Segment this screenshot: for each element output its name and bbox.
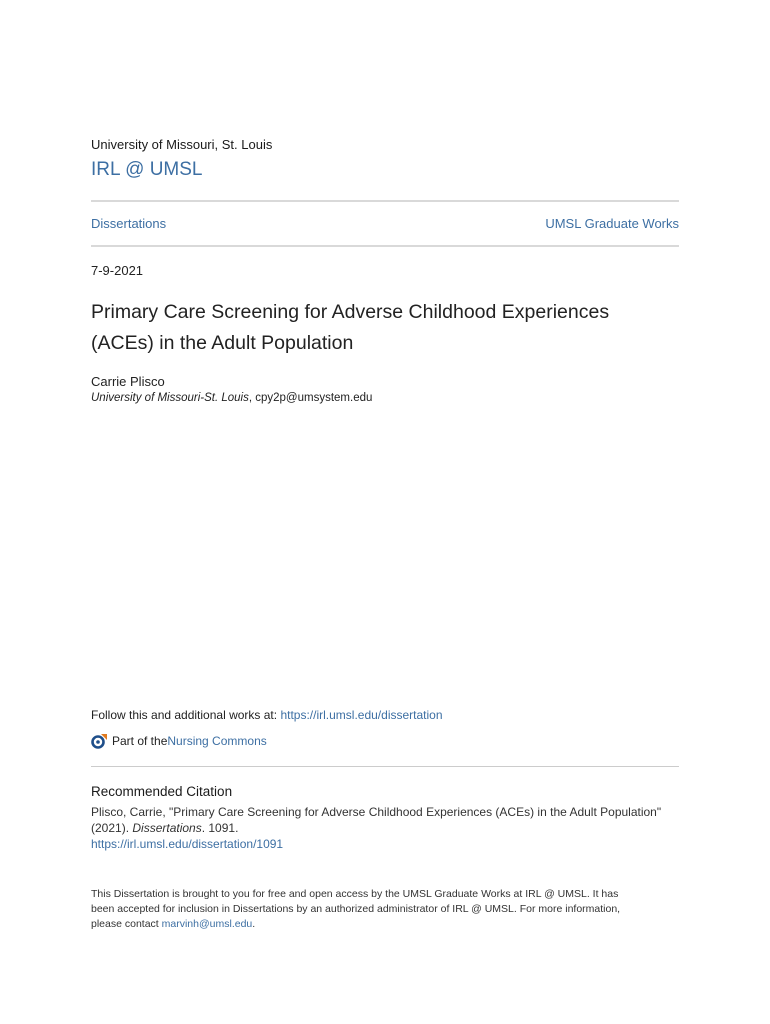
- citation-url-link[interactable]: https://irl.umsl.edu/dissertation/1091: [91, 837, 284, 851]
- part-of: [91, 733, 267, 749]
- breadcrumb: [91, 216, 679, 231]
- divider: [91, 766, 679, 767]
- network-commons-icon: [91, 733, 109, 749]
- follow-works: [91, 708, 443, 722]
- publication-date: 7-9-2021: [91, 263, 144, 278]
- title-line-1: Primary Care Screening for Adverse Childhood Experiences: [91, 301, 610, 323]
- citation-number: . 1091.: [201, 821, 239, 835]
- breadcrumb-graduate-works[interactable]: UMSL Graduate Works: [545, 216, 679, 231]
- nursing-commons-link[interactable]: Nursing Commons: [167, 734, 267, 748]
- divider: [91, 245, 679, 247]
- notice-period: .: [252, 918, 256, 930]
- notice-contact-label: please contact: [91, 918, 162, 930]
- affiliation-name: University of Missouri-St. Louis: [91, 392, 249, 404]
- repository-link[interactable]: IRL @ UMSL: [91, 159, 203, 180]
- contact-email-link[interactable]: marvinh@umsl.edu: [161, 918, 253, 930]
- citation-line-2: [91, 820, 681, 836]
- recommended-citation: [91, 804, 681, 852]
- access-notice: [91, 887, 679, 932]
- breadcrumb-dissertations[interactable]: Dissertations: [91, 216, 167, 231]
- institution-name: University of Missouri, St. Louis: [91, 137, 273, 152]
- notice-line-1: This Dissertation is brought to you for free and open access by the UMSL Graduate Works at IRL @ UMSL. It has: [91, 888, 619, 900]
- collection-link[interactable]: https://irl.umsl.edu/dissertation: [280, 708, 443, 722]
- part-of-label: Part of the: [112, 734, 168, 748]
- citation-line-1: Plisco, Carrie, "Primary Care Screening for Adverse Childhood Experiences (ACEs) in the Adult Population": [91, 805, 662, 819]
- notice-line-2: been accepted for inclusion in Dissertations by an authorized administrator of IRL @ UMSL. For more information,: [91, 903, 621, 915]
- notice-line-3: [91, 917, 679, 932]
- follow-label: Follow this and additional works at:: [91, 708, 281, 722]
- author-email: , cpy2p@umsystem.edu: [248, 392, 373, 404]
- title-line-2: (ACEs) in the Adult Population: [91, 332, 354, 354]
- citation-heading: Recommended Citation: [91, 784, 233, 799]
- citation-series: Dissertations: [132, 821, 202, 835]
- document-title: [91, 297, 651, 359]
- author-name: Carrie Plisco: [91, 374, 165, 389]
- citation-year: (2021).: [91, 821, 133, 835]
- divider: [91, 200, 679, 202]
- author-affiliation: [91, 392, 372, 404]
